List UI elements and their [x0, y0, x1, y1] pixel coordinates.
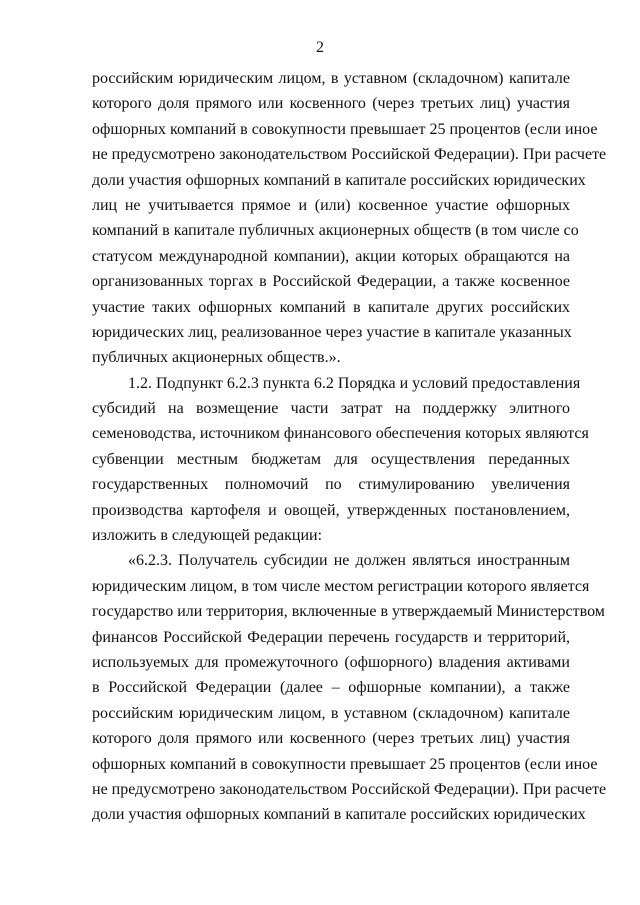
text-line: в Российской Федерации (далее – офшорные компании), а также [92, 679, 570, 697]
text-line: не предусмотрено законодательством Российской Федерации). При расчете [92, 146, 607, 164]
text-line: юридических лиц, реализованное через участие в капитале указанных [92, 323, 572, 341]
text-line: изложить в следующей редакции: [92, 527, 323, 545]
document-body [92, 66, 607, 828]
text-line: которого доля прямого или косвенного (через третьих лиц) участия [92, 95, 570, 113]
text-line: используемых для промежуточного (офшорного) владения активами [92, 653, 570, 671]
text-line: финансов Российской Федерации перечень государств и территорий, [92, 628, 570, 646]
text-line: офшорных компаний в совокупности превышает 25 процентов (если иное [92, 120, 598, 138]
text-line: доли участия офшорных компаний в капитале российских юридических [92, 171, 586, 189]
text-line: 1.2. Подпункт 6.2.3 пункта 6.2 Порядка и условий предоставления [128, 374, 581, 392]
text-line: государственных полномочий по стимулированию увеличения [92, 476, 570, 494]
text-line: российским юридическим лицом, в уставном (складочном) капитале [92, 70, 570, 87]
paragraph-p3 [92, 548, 607, 827]
text-line: компаний в капитале публичных акционерных обществ (в том числе со [92, 222, 579, 240]
text-line: субсидий на возмещение части затрат на поддержку элитного [92, 400, 570, 418]
text-line: которого доля прямого или косвенного (через третьих лиц) участия [92, 730, 570, 748]
text-line: доли участия офшорных компаний в капитале российских юридических [92, 806, 586, 824]
text-line: участие таких офшорных компаний в капитале других российских [92, 298, 570, 316]
text-line: лиц не учитывается прямое и (или) косвенное участие офшорных [92, 196, 570, 214]
text-line: организованных торгах в Российской Федерации, а также косвенное [92, 273, 570, 291]
paragraph-p1 [92, 66, 607, 371]
text-line: статусом международной компании), акции которых обращаются на [92, 247, 570, 265]
page-number: 2 [316, 39, 324, 56]
text-line: офшорных компаний в совокупности превышает 25 процентов (если иное [92, 755, 598, 773]
text-line: публичных акционерных обществ.». [92, 349, 341, 367]
text-line: юридическим лицом, в том числе местом регистрации которого является [92, 577, 590, 595]
text-line: субвенции местным бюджетам для осуществления переданных [92, 450, 570, 468]
text-line: производства картофеля и овощей, утвержденных постановлением, [92, 501, 570, 519]
text-line: «6.2.3. Получатель субсидии не должен являться иностранным [128, 552, 570, 570]
text-line: семеноводства, источником финансового обеспечения которых являются [92, 425, 589, 443]
paragraph-p2 [92, 371, 589, 549]
text-line: государство или территория, включенные в утверждаемый Министерством [92, 603, 605, 621]
text-line: российским юридическим лицом, в уставном (складочном) капитале [92, 704, 570, 722]
text-line: не предусмотрено законодательством Российской Федерации). При расчете [92, 780, 607, 798]
